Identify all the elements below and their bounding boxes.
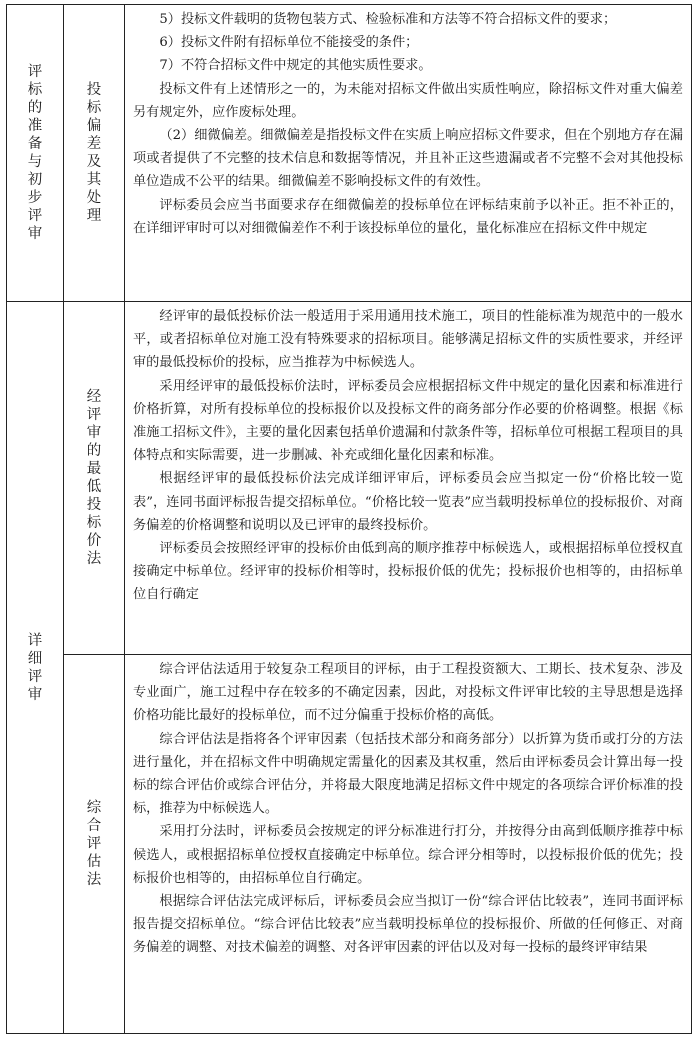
paragraph: 采用经评审的最低投标价法时，评标委员会应根据招标文件中规定的量化因素和标准进行价格折算，对所有投标单位的投标报价以及投标文件的商务部分作必要的价格调整。根据《标准施工招标文件》，主要的量化因素包括单价遗漏和付款条件等，招标单位可根据工程项目的具体特点和实际需要，进一步删减、补充或细化量化因素和标准。 [133,378,683,464]
paragraph: 评标委员会按照经评审的投标价由低到高的顺序推荐中标候选人，或根据招标单位授权直接确定中标单位。经评审的投标价相等时，投标报价低的优先；投标报价也相等的，由招标单位自行确定 [133,541,683,603]
section-label-detailed-text: 详 细 评 审 [27,632,43,703]
lowest-price-content [125,302,692,655]
sub-label-comprehensive [64,655,125,1034]
evaluation-table [6,4,692,1034]
sub-label-comprehensive-text: 综 合 评 估 法 [86,800,102,888]
paragraph: 投标文件有上述情形之一的，为未能对招标文件做出实质性响应，除招标文件对重大偏差另有规定外，应作废标处理。 [133,81,683,120]
section-label-preliminary [7,5,64,302]
deviation-content [125,5,692,302]
sub-label-deviation [64,5,125,302]
section-label-preliminary-text: 评 标 的 准 备 与 初 步 评 审 [27,64,43,242]
paragraph: 经评审的最低投标价法一般适用于采用通用技术施工，项目的性能标准为规范中的一般水平，或者招标单位对施工没有特殊要求的招标项目。能够满足招标文件的实质性要求，并经评审的最低投标价的投标，应当推荐为中标候选人。 [133,309,683,371]
row-comprehensive [7,655,692,1034]
comprehensive-content [125,655,692,1034]
paragraph: 根据经评审的最低投标价法完成详细评审后，评标委员会应当拟定一份“价格比较一览表”，连同书面评标报告提交招标单位。“价格比较一览表”应当载明投标单位的投标报价、对商务偏差的价格调整和说明以及已评审的最终投标价。 [133,471,683,533]
sub-label-deviation-text: 投 标 偏 差 及 其 处 理 [86,82,102,224]
row-lowest-price [7,302,692,655]
paragraph: 评标委员会应当书面要求存在细微偏差的投标单位在评标结束前予以补正。拒不补正的，在详细评审时可以对细微偏差作不利于该投标单位的量化，量化标准应在招标文件中规定 [133,197,683,236]
paragraph: 根据综合评估法完成评标后，评标委员会应当拟订一份“综合评估比较表”，连同书面评标报告提交招标单位。“综合评估比较表”应当载明投标单位的投标报价、所做的任何修正、对商务偏差的调整、对技术偏差的调整、对各评审因素的评估以及对每一投标的最终评审结果 [133,894,683,956]
sub-label-lowest-price [64,302,125,655]
section-label-detailed [7,302,64,1034]
paragraph: 综合评估法适用于较复杂工程项目的评标，由于工程投资额大、工期长、技术复杂、涉及专业面广，施工过程中存在较多的不确定因素，因此，对投标文件评审比较的主导思想是选择价格功能比最好的投标单位，而不过分偏重于投标价格的高低。 [133,662,683,724]
paragraph: 6）投标文件附有招标单位不能接受的条件； [159,35,419,51]
paragraph: 综合评估法是指将各个评审因素（包括技术部分和商务部分）以折算为货币或打分的方法进行量化，并在招标文件中明确规定需量化的因素及其权重，然后由评标委员会计算出每一投标的综合评估价或综合评估分，并将最大限度地满足招标文件中规定的各项综合评价标准的投标，推荐为中标候选人。 [133,731,683,817]
paragraph: 7）不符合招标文件中规定的其他实质性要求。 [159,58,432,74]
paragraph: （2）细微偏差。细微偏差是指投标文件在实质上响应招标文件要求，但在个别地方存在漏项或者提供了不完整的技术信息和数据等情况，并且补正这些遗漏或者不完整不会对其他投标单位造成不公平的结果。细微偏差不影响投标文件的有效性。 [133,128,683,190]
row-deviation [7,5,692,302]
paragraph: 5）投标文件载明的货物包装方式、检验标准和方法等不符合招标文件的要求； [159,12,617,27]
sub-label-lowest-price-text: 经 评 审 的 最 低 投 标 价 法 [86,389,102,567]
paragraph: 采用打分法时，评标委员会按规定的评分标准进行打分，并按得分由高到低顺序推荐中标候选人，或根据招标单位授权直接确定中标单位。综合评分相等时，以投标报价低的优先；投标报价也相等的，由招标单位自行确定。 [133,824,683,886]
